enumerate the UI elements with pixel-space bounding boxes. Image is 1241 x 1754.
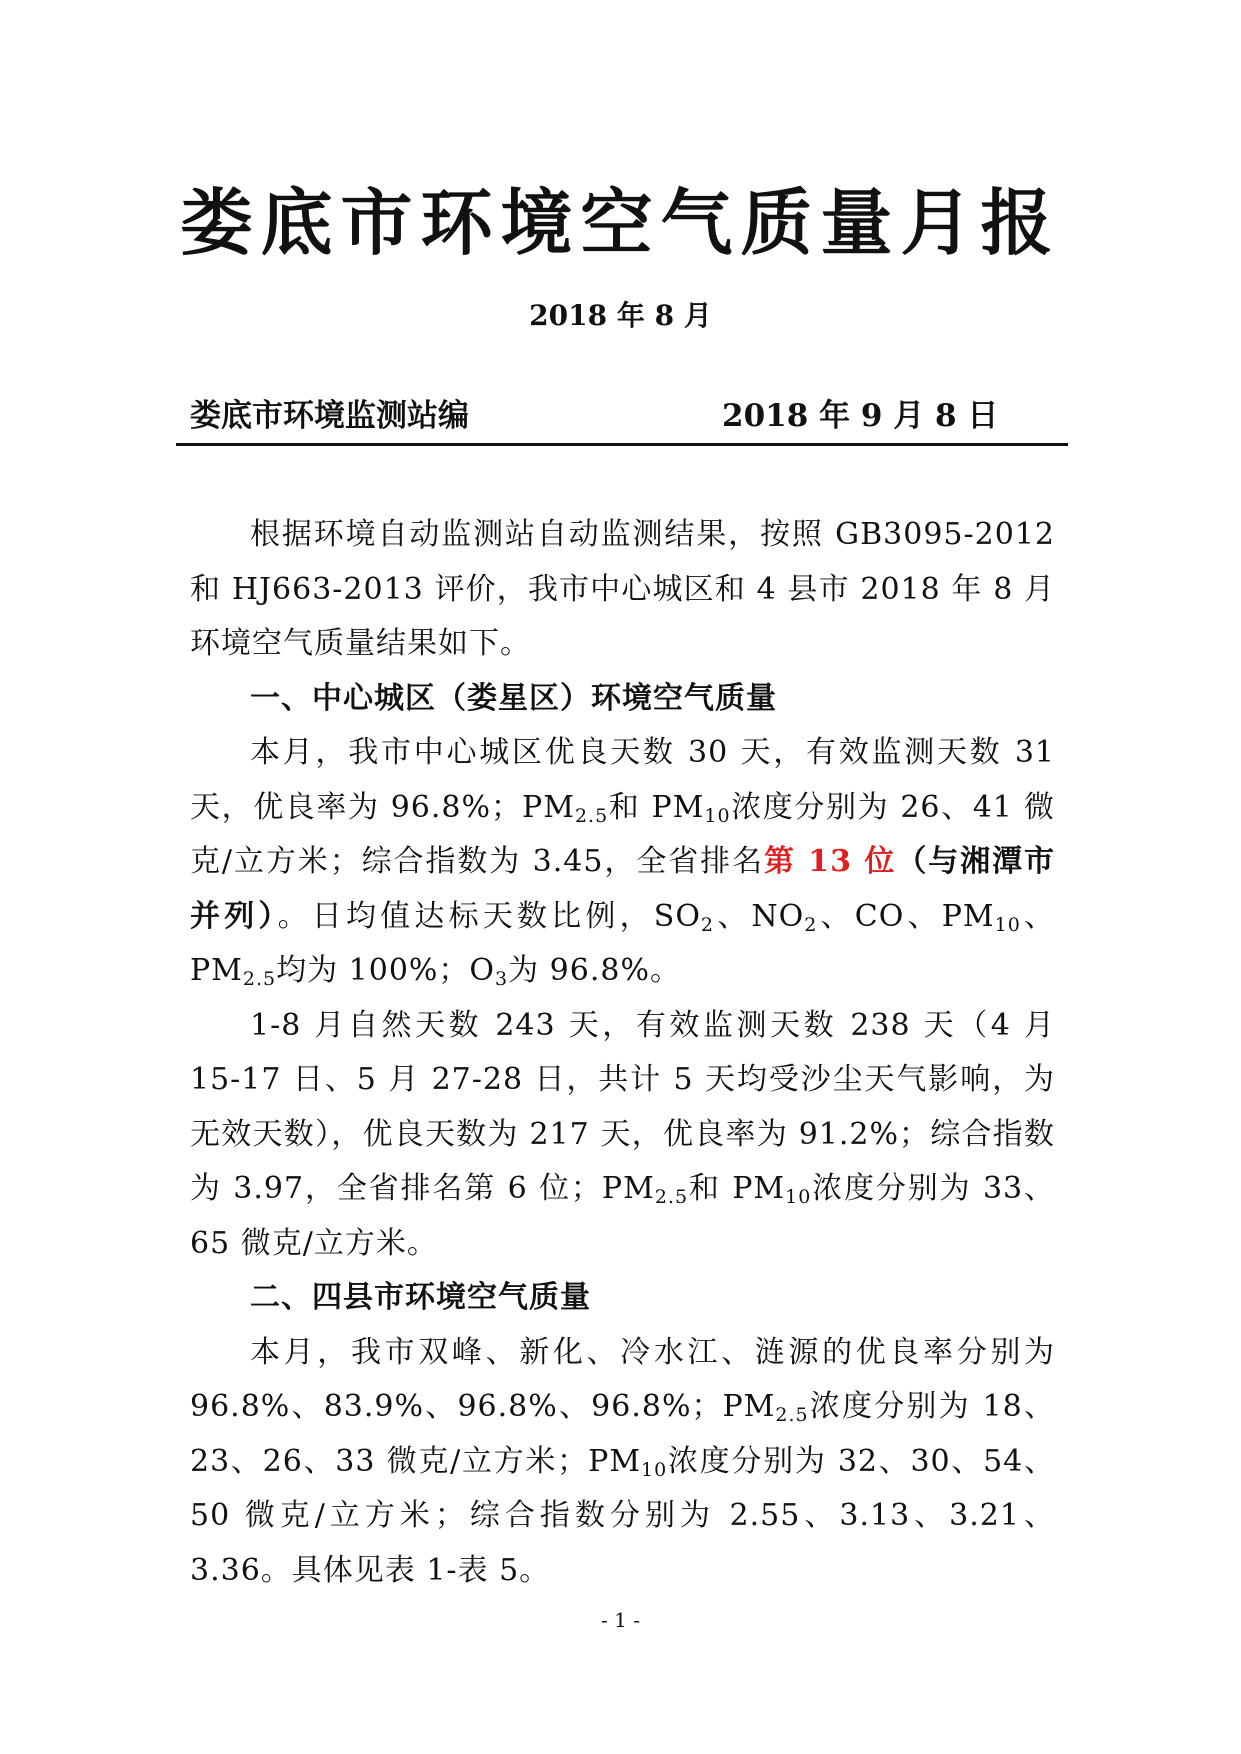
text: 浓度分别为 26、41 微克/立方米；综合指数为 3.45，全省排名 <box>190 789 1055 879</box>
text: 均为 100%；O <box>276 953 496 988</box>
report-body <box>190 508 1055 1598</box>
text: 浓度分别为 32、30、54、50 微克/立方米；综合指数分别为 2.55、3.13、3.21、3.36。具体见表 1-表 5。 <box>190 1443 1055 1588</box>
text: 本月，我市双峰、新化、冷水江、涟源的优良率分别为 96.8%、83.9%、96.8%、96.8%；PM <box>190 1334 1055 1424</box>
section2-paragraph-1 <box>190 1326 1055 1599</box>
section1-paragraph-1 <box>190 726 1055 999</box>
text: 1-8 月自然天数 243 天，有效监测天数 238 天（4 月 15-17 日、5 月 27-28 日，共计 5 天均受沙尘天气影响，为无效天数），优良天数为 217 天，优良率为 91.2%；综合指数为 3.97，全省排名第 6 位；PM <box>190 1007 1055 1206</box>
subscript: 2.5 <box>775 1404 809 1426</box>
rank-tie-note: （与湘潭市并列） <box>190 844 1056 934</box>
text: 为 96.8%。 <box>508 953 681 988</box>
subscript: 10 <box>704 804 731 827</box>
text: 、CO、PM <box>817 898 995 934</box>
text: 、NO <box>714 898 805 934</box>
text: 和 PM <box>608 789 705 825</box>
report-title: 娄底市环境空气质量月报 <box>180 180 1061 265</box>
subscript: 10 <box>994 913 1021 936</box>
subscript: 10 <box>641 1458 668 1481</box>
subscript: 3 <box>495 968 509 990</box>
publisher: 娄底市环境监测站编 <box>190 398 469 434</box>
province-rank: 第 13 位 <box>764 844 897 879</box>
text: 本月，我市中心城区优良天数 30 天，有效监测天数 31 天，优良率为 96.8%；PM <box>190 735 1055 825</box>
section2-heading: 二、四县市环境空气质量 <box>250 1280 591 1315</box>
report-issue: 2018 年 8 月 <box>529 299 712 332</box>
subscript: 2.5 <box>574 804 609 827</box>
header-rule <box>176 443 1068 446</box>
intro-paragraph: 根据环境自动监测站自动监测结果，按照 GB3095-2012 和 HJ663-2013 评价，我市中心城区和 4 县市 2018 年 8 月环境空气质量结果如下。 <box>190 517 1055 661</box>
page-number: - 1 - <box>601 1608 640 1632</box>
subscript: 2 <box>804 913 818 936</box>
text: 浓度分别为 33、65 微克/立方米。 <box>190 1171 1055 1261</box>
subscript: 2 <box>700 913 715 936</box>
text: 、PM <box>190 898 1055 988</box>
publish-date: 2018 年 9 月 8 日 <box>722 398 999 434</box>
text: 浓度分别为 18、23、26、33 微克/立方米；PM <box>190 1389 1055 1479</box>
subscript: 2.5 <box>654 1186 689 1208</box>
subscript: 2.5 <box>242 968 277 990</box>
text: 。日均值达标天数比例，SO <box>277 898 701 934</box>
section1-heading: 一、中心城区（娄星区）环境空气质量 <box>250 680 777 716</box>
section1-paragraph-2 <box>190 999 1055 1272</box>
subscript: 10 <box>785 1186 812 1208</box>
text: 和 PM <box>688 1171 786 1206</box>
